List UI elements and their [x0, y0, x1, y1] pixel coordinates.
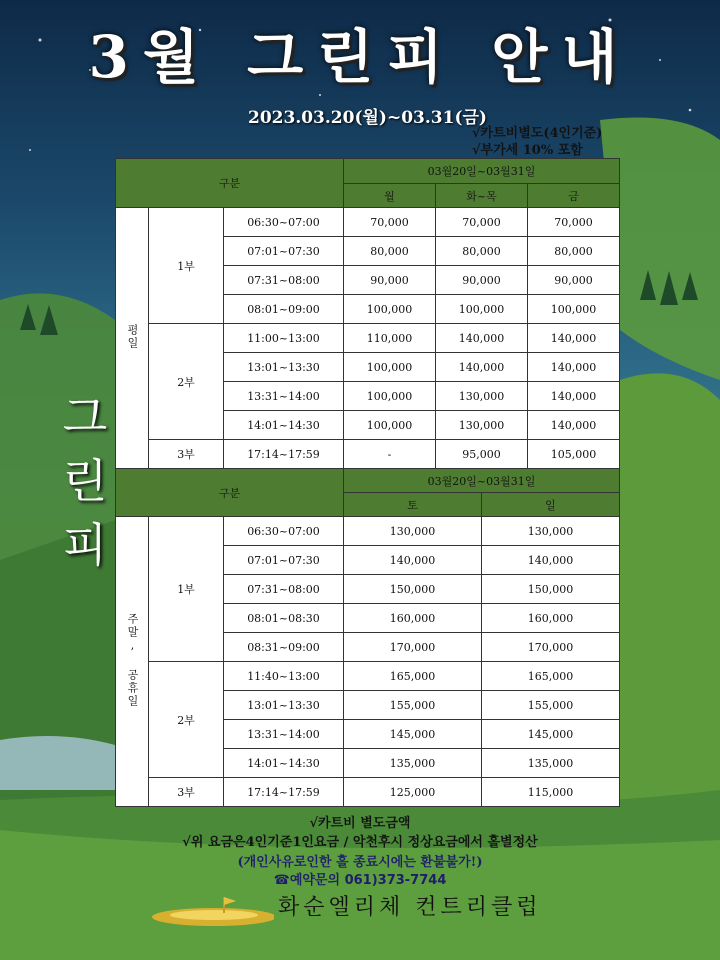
fee-cell: 110,000	[344, 324, 436, 353]
page-title: 3월 그린피 안내	[88, 23, 632, 91]
fee-cell: 145,000	[482, 720, 620, 749]
fee-cell: 140,000	[528, 411, 620, 440]
fee-cell: 155,000	[482, 691, 620, 720]
part-label: 3부	[149, 778, 224, 807]
category-header: 구분	[116, 469, 344, 517]
fee-cell: 160,000	[482, 604, 620, 633]
day-header-fri: 금	[528, 184, 620, 208]
part-label: 2부	[149, 324, 224, 440]
fee-cell: 100,000	[344, 295, 436, 324]
fee-cell: 100,000	[344, 411, 436, 440]
fee-cell: 130,000	[436, 411, 528, 440]
fee-cell: 80,000	[436, 237, 528, 266]
fee-cell: 80,000	[528, 237, 620, 266]
time-cell: 13:01~13:30	[224, 691, 344, 720]
fee-cell: 90,000	[344, 266, 436, 295]
time-cell: 07:01~07:30	[224, 237, 344, 266]
fee-cell: 105,000	[528, 440, 620, 469]
rules-footnote: √위 요금은4인기준1인요금 / 악천후시 정상요금에서 홀별정산	[182, 835, 538, 850]
fee-cell: 140,000	[344, 546, 482, 575]
time-cell: 13:31~14:00	[224, 382, 344, 411]
fee-cell: 140,000	[436, 324, 528, 353]
fee-cell: 130,000	[344, 517, 482, 546]
part-label: 2부	[149, 662, 224, 778]
time-cell: 14:01~14:30	[224, 749, 344, 778]
time-cell: 17:14~17:59	[224, 778, 344, 807]
fee-cell: -	[344, 440, 436, 469]
time-cell: 07:01~07:30	[224, 546, 344, 575]
day-header-tue-thu: 화~목	[436, 184, 528, 208]
fee-cell: 95,000	[436, 440, 528, 469]
time-cell: 13:31~14:00	[224, 720, 344, 749]
part-label: 1부	[149, 517, 224, 662]
time-cell: 08:31~09:00	[224, 633, 344, 662]
fee-cell: 150,000	[344, 575, 482, 604]
time-cell: 06:30~07:00	[224, 208, 344, 237]
time-cell: 08:01~09:00	[224, 295, 344, 324]
vat-note: √부가세 10% 포함	[472, 143, 583, 158]
fee-cell: 155,000	[344, 691, 482, 720]
day-header-sun: 일	[482, 493, 620, 517]
fee-cell: 150,000	[482, 575, 620, 604]
fee-cell: 80,000	[344, 237, 436, 266]
period-header: 03월20일~03월31일	[344, 159, 620, 184]
cart-fee-note: √카트비별도(4인기준)	[472, 126, 603, 141]
fee-cell: 100,000	[436, 295, 528, 324]
day-header-sat: 토	[344, 493, 482, 517]
fee-cell: 135,000	[482, 749, 620, 778]
time-cell: 06:30~07:00	[224, 517, 344, 546]
fee-cell: 130,000	[482, 517, 620, 546]
weekday-fee-table	[115, 158, 620, 469]
time-cell: 07:31~08:00	[224, 266, 344, 295]
fee-cell: 125,000	[344, 778, 482, 807]
time-cell: 07:31~08:00	[224, 575, 344, 604]
time-cell: 08:01~08:30	[224, 604, 344, 633]
fee-cell: 90,000	[436, 266, 528, 295]
period-dates: 2023.03.20(월)~03.31(금)	[248, 108, 487, 128]
fee-cell: 135,000	[344, 749, 482, 778]
fee-cell: 170,000	[482, 633, 620, 662]
fee-cell: 170,000	[344, 633, 482, 662]
group-label-weekday: 평일	[116, 208, 149, 469]
time-cell: 11:40~13:00	[224, 662, 344, 691]
fee-cell: 115,000	[482, 778, 620, 807]
day-header-mon: 월	[344, 184, 436, 208]
golf-flag-logo-icon	[144, 893, 274, 933]
part-label: 1부	[149, 208, 224, 324]
time-cell: 14:01~14:30	[224, 411, 344, 440]
fee-cell: 90,000	[528, 266, 620, 295]
part-label: 3부	[149, 440, 224, 469]
fee-cell: 140,000	[436, 353, 528, 382]
category-header: 구분	[116, 159, 344, 208]
fee-cell: 160,000	[344, 604, 482, 633]
time-cell: 13:01~13:30	[224, 353, 344, 382]
fee-cell: 100,000	[528, 295, 620, 324]
time-cell: 17:14~17:59	[224, 440, 344, 469]
fee-cell: 165,000	[344, 662, 482, 691]
fee-cell: 145,000	[344, 720, 482, 749]
fee-cell: 140,000	[528, 353, 620, 382]
fee-cell: 140,000	[482, 546, 620, 575]
fee-cell: 70,000	[344, 208, 436, 237]
fee-cell: 130,000	[436, 382, 528, 411]
cart-fee-footnote: √카트비 별도금액	[309, 816, 411, 831]
weekend-fee-table	[115, 468, 620, 807]
club-name: 화순엘리체 컨트리클럽	[278, 895, 542, 920]
fee-cell: 70,000	[528, 208, 620, 237]
fee-cell: 140,000	[528, 382, 620, 411]
time-cell: 11:00~13:00	[224, 324, 344, 353]
fee-cell: 100,000	[344, 382, 436, 411]
fee-cell: 100,000	[344, 353, 436, 382]
fee-cell: 70,000	[436, 208, 528, 237]
fee-cell: 140,000	[528, 324, 620, 353]
fee-cell: 165,000	[482, 662, 620, 691]
side-title: 그린피	[62, 390, 108, 572]
group-label-weekend: 주말, 공휴일	[116, 517, 149, 807]
period-header: 03월20일~03월31일	[344, 469, 620, 493]
refund-footnote: (개인사유로인한 홀 종료시에는 환불불가!)	[237, 855, 483, 870]
reservation-contact[interactable]: ☎예약문의 061)373-7744	[273, 873, 447, 888]
